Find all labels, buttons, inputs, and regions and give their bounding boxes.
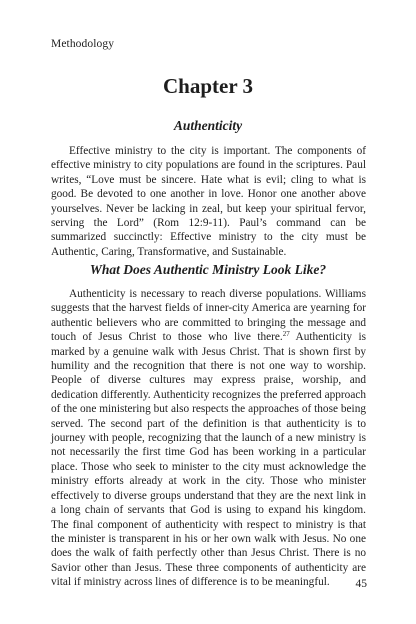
paragraph-text-part-2: Authenticity is marked by a genuine walk with Jesus Christ. That is shown first by humility and the recognition that there is not one way to worship. People of diverse cultures may express praise, worship, and dedication differently. Authenticity recognizes the preferred approach of the one ministering but also respects the approaches of those being served. The second part of the definition is that authenticity is to journey with people, recognizing that the launch of a new ministry is not necessarily the first time God has been working in a particular place. Those who seek to minister to the city must acknowledge the ministry efforts already at work in the city. Those who minister effectively to diverse groups understand that they are the next link in a long chain of servants that God is using to expand his kingdom. The final component of authenticity with respect to ministry is that the minister is transparent in his or her own walk with Jesus. No one does the walk of faith perfectly other than Jesus Christ. There is no Savior other than Jesus. These three components of authenticity are vital if ministry across lines of difference is to be meaningful. bbox=[51, 331, 366, 589]
section-heading-authentic-ministry: What Does Authentic Ministry Look Like? bbox=[89, 262, 327, 277]
paragraph-authenticity: Effective ministry to the city is important. The components of effective ministry to city populations are found in the scriptures. Paul writes, “Love must be sincere. Hate what is evil; cling to what is good. Be devoted to one another in love. Honor one another above yourselves. Never be lacking in zeal, but keep your spiritual fervor, serving the Lord” (Rom 12:9-11). Paul’s command can be summarized succinctly: Effective ministry to the city must be Authentic, Caring, Transformative, and Sustainable. bbox=[51, 145, 366, 258]
chapter-title: Chapter 3 bbox=[162, 74, 254, 98]
section-heading-authenticity: Authenticity bbox=[173, 118, 243, 133]
page-number: 45 bbox=[355, 578, 367, 590]
footnote-reference: 27 bbox=[282, 330, 290, 339]
running-head: Methodology bbox=[51, 38, 115, 50]
paragraph-authentic-ministry bbox=[51, 287, 366, 590]
paragraph-text-part-1: Authenticity is necessary to reach diverse populations. Williams suggests that the harvest fields of inner-city America are yearning for authentic believers who are committed to bringing the message and touch of Jesus Christ to those who live there. bbox=[51, 288, 366, 344]
